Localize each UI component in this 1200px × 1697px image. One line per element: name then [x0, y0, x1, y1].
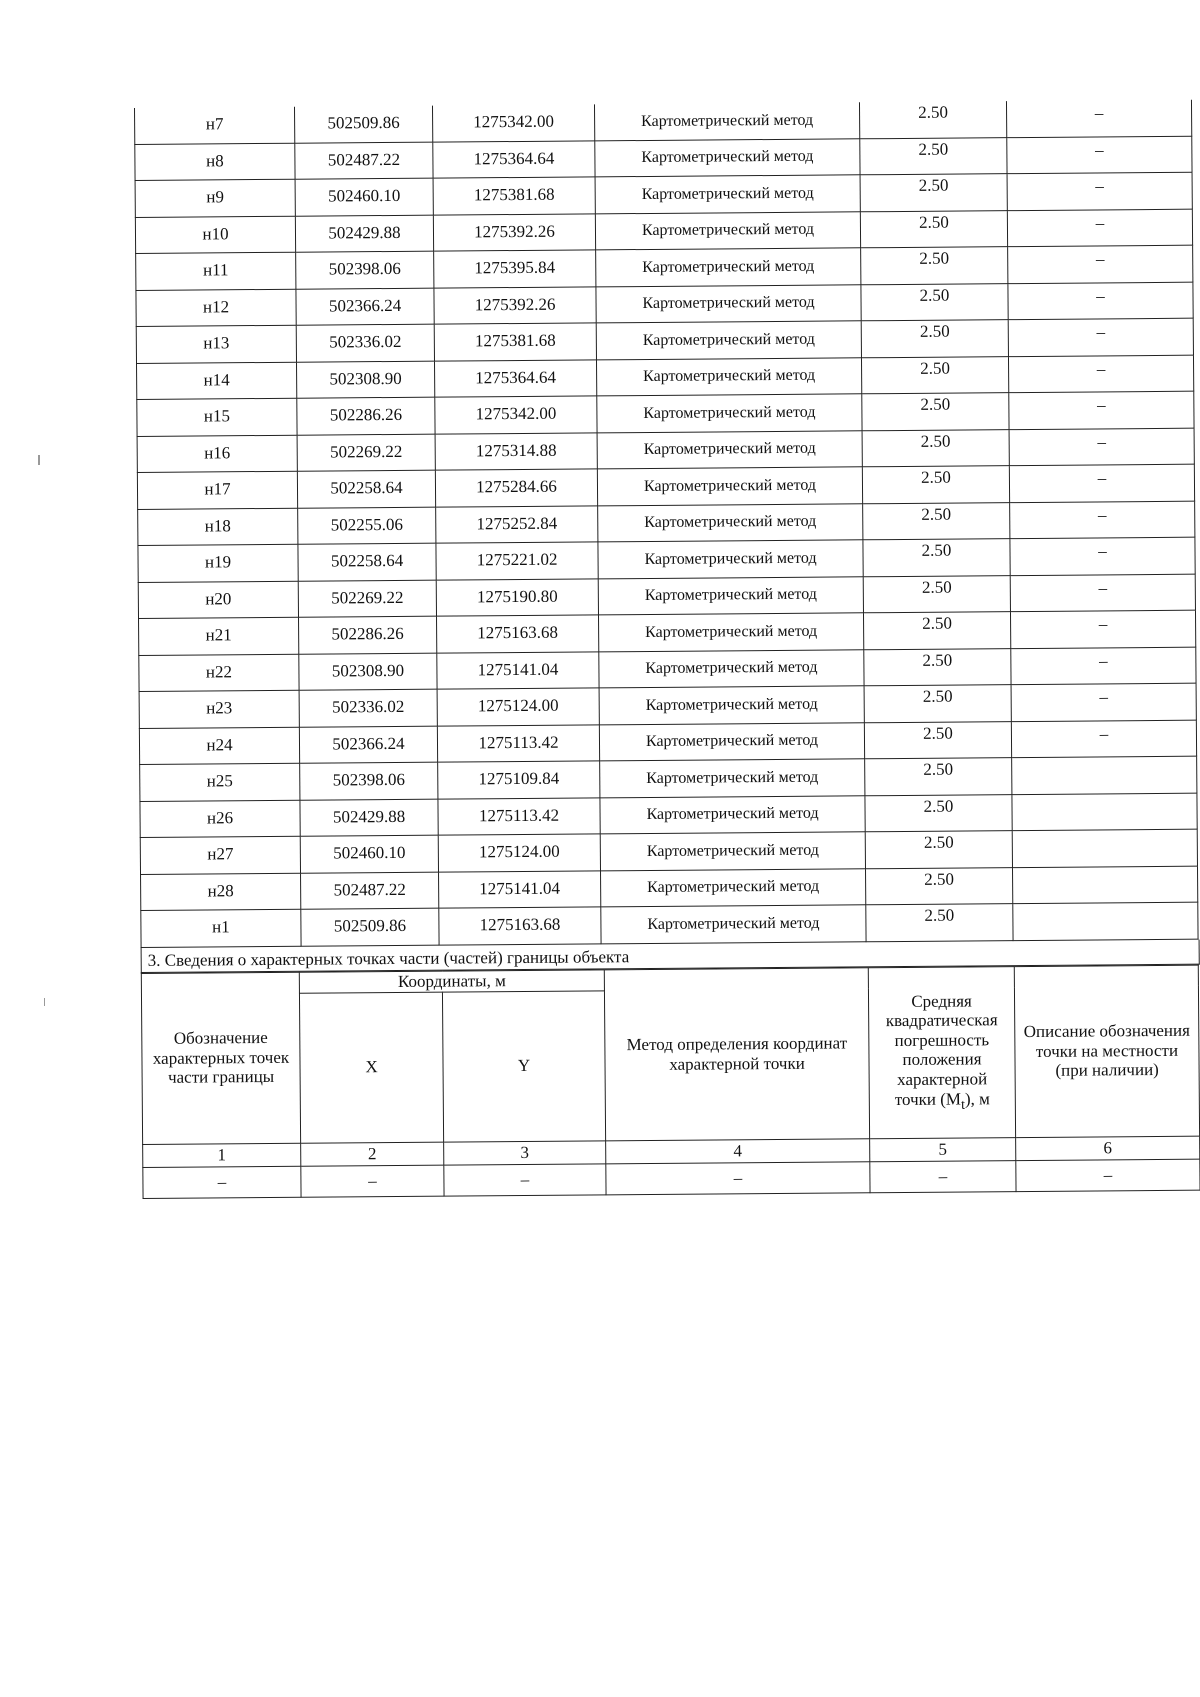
method-cell: Картометрический метод [595, 211, 860, 250]
method-cell: Картометрический метод [599, 649, 864, 688]
error-cell: 2.50 [866, 904, 1013, 942]
column-number: 5 [870, 1137, 1016, 1161]
y-coordinate-cell: 1275381.68 [433, 177, 595, 215]
empty-cell: – [1016, 1159, 1200, 1191]
scan-dust [44, 998, 45, 1006]
method-cell: Картометрический метод [599, 686, 864, 725]
x-coordinate-cell: 502509.86 [301, 908, 439, 946]
error-cell: 2.50 [861, 320, 1008, 358]
point-id-cell: н10 [135, 216, 295, 254]
x-coordinate-cell: 502258.64 [298, 543, 436, 581]
method-cell: Картометрический метод [601, 868, 866, 907]
point-id-cell: н17 [137, 471, 297, 509]
error-cell: 2.50 [861, 356, 1008, 394]
column-number: 2 [301, 1142, 444, 1166]
error-cell: 2.50 [865, 831, 1012, 869]
x-coordinate-cell: 502269.22 [297, 434, 435, 472]
error-cell: 2.50 [863, 502, 1010, 540]
description-cell [1013, 902, 1198, 940]
error-cell: 2.50 [865, 758, 1012, 796]
description-cell: – [1011, 683, 1196, 721]
error-cell: 2.50 [860, 210, 1007, 248]
method-cell: Картометрический метод [598, 540, 863, 579]
x-coordinate-cell: 502509.86 [294, 106, 432, 143]
y-coordinate-cell: 1275364.64 [433, 140, 595, 178]
description-cell: – [1010, 610, 1195, 648]
column-number: 4 [606, 1138, 870, 1163]
x-coordinate-cell: 502308.90 [296, 361, 434, 399]
point-id-cell: н28 [141, 873, 301, 911]
y-coordinate-cell: 1275392.26 [433, 213, 595, 251]
point-id-cell: н18 [138, 508, 298, 546]
empty-cell: – [301, 1165, 444, 1197]
point-id-cell: н20 [138, 581, 298, 619]
method-cell: Картометрический метод [598, 576, 863, 615]
method-cell: Картометрический метод [597, 467, 862, 506]
method-cell: Картометрический метод [595, 138, 860, 177]
header-error: Средняя квадратическая погрешность положения характерной точки $(M_t)$, м [868, 966, 1015, 1138]
header-designation: Обозначение характерных точек части границы [141, 972, 300, 1144]
description-cell: – [1007, 172, 1192, 210]
point-id-cell: н21 [139, 617, 299, 655]
y-coordinate-cell: 1275381.68 [434, 323, 596, 361]
point-id-cell: н25 [140, 763, 300, 801]
y-coordinate-cell: 1275113.42 [437, 724, 599, 762]
y-coordinate-cell: 1275221.02 [436, 542, 598, 580]
x-coordinate-cell: 502269.22 [298, 580, 436, 618]
error-cell: 2.50 [864, 648, 1011, 686]
y-coordinate-cell: 1275314.88 [435, 432, 597, 470]
method-cell: Картометрический метод [597, 394, 862, 433]
x-coordinate-cell: 502286.26 [297, 397, 435, 435]
x-coordinate-cell: 502255.06 [298, 507, 436, 545]
y-coordinate-cell: 1275395.84 [434, 250, 596, 288]
x-coordinate-cell: 502336.02 [299, 689, 437, 727]
x-coordinate-cell: 502429.88 [295, 215, 433, 253]
description-cell: – [1007, 136, 1192, 174]
empty-cell: – [870, 1160, 1016, 1192]
description-cell: – [1009, 391, 1194, 429]
method-cell: Картометрический метод [598, 503, 863, 542]
x-coordinate-cell: 502286.26 [299, 616, 437, 654]
description-cell: – [1010, 574, 1195, 612]
header-x: X [299, 992, 443, 1143]
error-cell: 2.50 [863, 575, 1010, 613]
error-cell: 2.50 [859, 101, 1006, 138]
section-3-caption: 3. Сведения о характерных точках части (частей) границы объекта [141, 939, 1200, 972]
empty-cell: – [444, 1163, 606, 1195]
description-cell [1012, 829, 1197, 867]
x-coordinate-cell: 502258.64 [297, 470, 435, 508]
x-coordinate-cell: 502336.02 [296, 324, 434, 362]
y-coordinate-cell: 1275109.84 [438, 761, 600, 799]
error-cell: 2.50 [863, 612, 1010, 650]
y-coordinate-cell: 1275284.66 [435, 469, 597, 507]
error-cell: 2.50 [862, 429, 1009, 467]
x-coordinate-cell: 502487.22 [295, 142, 433, 180]
method-cell: Картометрический метод [594, 102, 859, 140]
description-cell: – [1006, 100, 1191, 137]
error-cell: 2.50 [861, 283, 1008, 321]
x-coordinate-cell: 502460.10 [295, 178, 433, 216]
description-cell: – [1010, 501, 1195, 539]
boundary-points-table-body [134, 100, 1198, 947]
description-cell: – [1009, 428, 1194, 466]
error-cell: 2.50 [865, 794, 1012, 832]
header-y: Y [442, 990, 605, 1141]
method-cell: Картометрический метод [596, 284, 861, 323]
description-cell: – [1008, 245, 1193, 283]
description-cell: – [1011, 720, 1196, 758]
point-id-cell: н8 [135, 143, 295, 181]
method-cell: Картометрический метод [596, 321, 861, 360]
x-coordinate-cell: 502366.24 [296, 288, 434, 326]
x-coordinate-cell: 502308.90 [299, 653, 437, 691]
error-cell: 2.50 [861, 247, 1008, 285]
description-cell: – [1008, 282, 1193, 320]
point-id-cell: н23 [139, 690, 299, 728]
method-cell: Картометрический метод [598, 613, 863, 652]
y-coordinate-cell: 1275124.00 [437, 688, 599, 726]
subscript-t: t [960, 1096, 966, 1113]
description-cell [1012, 793, 1197, 831]
empty-cell: – [143, 1166, 301, 1198]
error-cell: 2.50 [862, 466, 1009, 504]
header-coordinates: Координаты, м [299, 969, 604, 992]
description-cell: – [1008, 355, 1193, 393]
description-cell: – [1011, 647, 1196, 685]
header-method: Метод определения координат характерной точки [604, 967, 869, 1140]
error-cell: 2.50 [862, 393, 1009, 431]
x-coordinate-cell: 502398.06 [300, 762, 438, 800]
y-coordinate-cell: 1275342.00 [435, 396, 597, 434]
x-coordinate-cell: 502460.10 [300, 835, 438, 873]
x-coordinate-cell: 502487.22 [301, 872, 439, 910]
method-cell: Картометрический метод [596, 248, 861, 287]
document-page [134, 100, 1200, 1199]
y-coordinate-cell: 1275364.64 [434, 359, 596, 397]
point-id-cell: н26 [140, 800, 300, 838]
y-coordinate-cell: 1275113.42 [438, 797, 600, 835]
column-number: 1 [143, 1143, 301, 1167]
error-cell: 2.50 [865, 867, 1012, 905]
x-coordinate-cell: 502366.24 [299, 726, 437, 764]
method-cell: Картометрический метод [601, 905, 866, 944]
method-cell: Картометрический метод [600, 759, 865, 798]
description-cell: – [1009, 464, 1194, 502]
point-id-cell: н16 [137, 435, 297, 473]
error-cell: 2.50 [860, 137, 1007, 175]
point-id-cell: н7 [134, 107, 294, 144]
description-cell: – [1010, 537, 1195, 575]
method-cell: Картометрический метод [600, 795, 865, 834]
column-number: 6 [1016, 1136, 1200, 1160]
method-cell: Картометрический метод [595, 175, 860, 214]
scan-dust [38, 455, 40, 465]
error-cell: 2.50 [860, 174, 1007, 212]
error-cell: 2.50 [864, 685, 1011, 723]
y-coordinate-cell: 1275141.04 [439, 870, 601, 908]
description-cell [1012, 756, 1197, 794]
y-coordinate-cell: 1275124.00 [438, 834, 600, 872]
point-id-cell: н27 [140, 836, 300, 874]
column-number: 3 [444, 1140, 606, 1164]
y-coordinate-cell: 1275141.04 [437, 651, 599, 689]
point-id-cell: н1 [141, 909, 301, 947]
error-cell: 2.50 [863, 539, 1010, 577]
point-id-cell: н19 [138, 544, 298, 582]
y-coordinate-cell: 1275163.68 [437, 615, 599, 653]
description-cell [1012, 866, 1197, 904]
method-cell: Картометрический метод [600, 832, 865, 871]
part-boundary-points-table [141, 964, 1200, 1198]
boundary-points-table [134, 100, 1199, 948]
description-cell: – [1008, 318, 1193, 356]
description-cell: – [1007, 209, 1192, 247]
y-coordinate-cell: 1275342.00 [432, 104, 594, 141]
y-coordinate-cell: 1275392.26 [434, 286, 596, 324]
error-cell: 2.50 [864, 721, 1011, 759]
empty-cell: – [606, 1161, 870, 1194]
point-id-cell: н11 [136, 252, 296, 290]
point-id-cell: н13 [136, 325, 296, 363]
method-cell: Картометрический метод [596, 357, 861, 396]
point-id-cell: н24 [139, 727, 299, 765]
point-id-cell: н15 [137, 398, 297, 436]
x-coordinate-cell: 502398.06 [296, 251, 434, 289]
method-cell: Картометрический метод [599, 722, 864, 761]
point-id-cell: н12 [136, 289, 296, 327]
y-coordinate-cell: 1275252.84 [436, 505, 598, 543]
point-id-cell: н9 [135, 179, 295, 217]
y-coordinate-cell: 1275190.80 [436, 578, 598, 616]
y-coordinate-cell: 1275163.68 [439, 907, 601, 945]
method-cell: Картометрический метод [597, 430, 862, 469]
point-id-cell: н22 [139, 654, 299, 692]
point-id-cell: н14 [137, 362, 297, 400]
header-description: Описание обозначения точки на местности (при наличии) [1014, 965, 1199, 1137]
x-coordinate-cell: 502429.88 [300, 799, 438, 837]
